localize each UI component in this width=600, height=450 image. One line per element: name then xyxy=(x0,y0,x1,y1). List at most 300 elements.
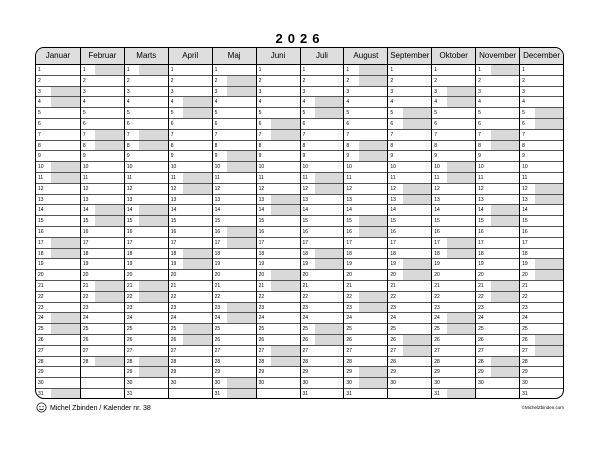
day-number: 26 xyxy=(478,336,484,343)
day-number: 21 xyxy=(82,282,89,289)
day-note-area xyxy=(447,151,475,161)
day-number: 1 xyxy=(302,67,306,73)
day-cell xyxy=(213,303,256,314)
day-cell xyxy=(432,227,475,238)
day-number: 2 xyxy=(434,77,438,84)
day-cell xyxy=(169,249,212,260)
day-number: 21 xyxy=(302,282,309,289)
day-note-area xyxy=(447,162,475,172)
day-cell xyxy=(81,292,124,303)
day-cell xyxy=(36,313,80,324)
day-cell xyxy=(520,130,563,141)
day-note-area xyxy=(139,324,167,334)
day-note-area xyxy=(315,335,343,345)
day-note-area xyxy=(227,389,255,399)
day-cell xyxy=(520,259,563,270)
day-note-area xyxy=(183,87,211,97)
day-note-area xyxy=(315,151,343,161)
day-number: 26 xyxy=(82,336,89,343)
day-cell xyxy=(169,238,212,249)
day-number: 18 xyxy=(82,250,89,257)
day-number: 14 xyxy=(522,207,528,214)
day-note-area xyxy=(359,357,387,367)
day-cell xyxy=(36,335,80,346)
day-note-area xyxy=(315,357,343,367)
day-cell xyxy=(213,357,256,368)
day-number: 2 xyxy=(346,77,350,84)
day-cell xyxy=(520,76,563,87)
day-cell xyxy=(388,205,431,216)
day-cell xyxy=(432,87,475,98)
day-note-area xyxy=(95,335,123,345)
day-cell xyxy=(520,97,563,108)
day-note-area xyxy=(315,195,343,205)
day-number: 9 xyxy=(390,153,394,160)
day-number: 30 xyxy=(302,380,309,387)
day-number: 8 xyxy=(258,142,262,149)
day-cell xyxy=(388,65,431,76)
day-cell xyxy=(476,87,519,98)
day-cell xyxy=(36,205,80,216)
day-note-area xyxy=(271,119,299,129)
day-cell xyxy=(520,141,563,152)
day-number: 30 xyxy=(478,380,484,387)
day-note-area xyxy=(447,87,475,97)
day-number: 3 xyxy=(390,88,394,95)
day-cell xyxy=(169,195,212,206)
day-cell xyxy=(476,357,519,368)
day-note-area xyxy=(491,227,519,237)
day-note-area xyxy=(51,270,80,280)
day-cell xyxy=(81,281,124,292)
day-number: 9 xyxy=(214,153,218,160)
day-cell xyxy=(213,184,256,195)
day-number: 2 xyxy=(522,77,525,84)
day-note-area xyxy=(315,281,343,291)
day-number: 10 xyxy=(478,164,484,171)
day-note-area xyxy=(535,173,563,183)
day-note-area xyxy=(95,238,123,248)
day-cell xyxy=(81,389,124,399)
day-cell xyxy=(301,173,344,184)
day-note-area xyxy=(315,249,343,259)
day-number: 2 xyxy=(214,77,218,84)
day-note-area xyxy=(183,335,211,345)
day-note-area xyxy=(491,357,519,367)
day-number: 18 xyxy=(346,250,352,257)
month-header: Januar xyxy=(36,48,80,65)
day-number xyxy=(81,378,96,388)
day-number: 22 xyxy=(38,293,44,300)
day-cell xyxy=(257,357,300,368)
day-cell xyxy=(520,216,563,227)
day-cell xyxy=(81,270,124,281)
day-cell xyxy=(81,108,124,119)
day-number: 20 xyxy=(390,272,396,279)
day-cell xyxy=(301,184,344,195)
day-cell xyxy=(388,216,431,227)
day-note-area xyxy=(51,357,80,367)
day-cell xyxy=(344,130,387,141)
day-cell xyxy=(125,346,168,357)
day-number: 25 xyxy=(302,326,309,333)
day-note-area xyxy=(51,162,80,172)
day-cell xyxy=(476,238,519,249)
day-cell xyxy=(476,281,519,292)
day-cell xyxy=(520,151,563,162)
day-number: 12 xyxy=(390,185,396,192)
day-note-area xyxy=(227,130,255,140)
day-number: 13 xyxy=(126,196,133,203)
day-cell xyxy=(388,119,431,130)
day-cell xyxy=(344,346,387,357)
day-cell xyxy=(520,162,563,173)
day-note-area xyxy=(139,281,167,291)
day-note-area xyxy=(315,130,343,140)
day-note-area xyxy=(535,76,563,86)
day-number xyxy=(169,389,184,399)
day-number: 5 xyxy=(346,110,350,117)
day-number: 16 xyxy=(434,228,440,235)
day-note-area xyxy=(535,216,563,226)
day-number: 3 xyxy=(170,88,174,95)
day-cell xyxy=(344,389,387,399)
day-note-area xyxy=(359,130,387,140)
day-number: 22 xyxy=(346,293,352,300)
day-number: 10 xyxy=(346,164,352,171)
day-cell xyxy=(213,378,256,389)
month-header: Maj xyxy=(213,48,256,65)
day-cell xyxy=(520,108,563,119)
day-cell xyxy=(432,367,475,378)
day-number: 28 xyxy=(258,358,265,365)
month-column xyxy=(36,48,80,399)
day-note-area xyxy=(491,335,519,345)
day-note-area xyxy=(183,292,211,302)
day-cell xyxy=(301,151,344,162)
day-note-area xyxy=(491,119,519,129)
day-note-area xyxy=(359,65,387,75)
day-cell xyxy=(36,119,80,130)
day-number: 23 xyxy=(302,304,309,311)
day-cell xyxy=(213,335,256,346)
day-cell xyxy=(81,173,124,184)
day-number: 24 xyxy=(170,315,177,322)
day-cell xyxy=(301,270,344,281)
day-cell xyxy=(81,238,124,249)
day-number: 29 xyxy=(478,369,484,376)
day-number: 20 xyxy=(214,272,221,279)
day-number: 19 xyxy=(302,261,309,268)
day-number: 4 xyxy=(478,99,481,106)
day-number: 10 xyxy=(126,164,133,171)
day-number: 22 xyxy=(302,293,309,300)
day-cell xyxy=(81,195,124,206)
day-number: 22 xyxy=(258,293,265,300)
day-number: 27 xyxy=(346,347,352,354)
day-number: 26 xyxy=(214,336,221,343)
day-number: 2 xyxy=(170,77,174,84)
day-cell xyxy=(432,184,475,195)
day-note-area xyxy=(535,389,563,399)
day-cell xyxy=(520,324,563,335)
day-note-area xyxy=(227,87,255,97)
day-cell xyxy=(81,324,124,335)
day-note-area xyxy=(447,76,475,86)
day-note-area xyxy=(227,205,255,215)
day-cell xyxy=(81,119,124,130)
day-number: 8 xyxy=(170,142,174,149)
day-note-area xyxy=(183,97,211,107)
day-note-area xyxy=(535,270,563,280)
day-note-area xyxy=(95,173,123,183)
day-cell xyxy=(476,303,519,314)
day-cell xyxy=(169,205,212,216)
day-cell xyxy=(169,227,212,238)
day-note-area xyxy=(183,130,211,140)
day-cell xyxy=(213,97,256,108)
day-note-area xyxy=(447,292,475,302)
day-note-area xyxy=(183,389,211,399)
day-note-area xyxy=(403,357,431,367)
day-number: 19 xyxy=(82,261,89,268)
day-number: 18 xyxy=(522,250,528,257)
day-cell xyxy=(520,378,563,389)
day-note-area xyxy=(359,324,387,334)
day-cell xyxy=(125,249,168,260)
day-number: 12 xyxy=(258,185,265,192)
day-number: 22 xyxy=(434,293,440,300)
day-note-area xyxy=(403,162,431,172)
day-note-area xyxy=(139,357,167,367)
day-note-area xyxy=(183,324,211,334)
day-note-area xyxy=(271,184,299,194)
day-cell xyxy=(36,173,80,184)
day-cell xyxy=(520,357,563,368)
day-note-area xyxy=(227,292,255,302)
day-note-area xyxy=(491,130,519,140)
month-column xyxy=(124,48,168,399)
day-note-area xyxy=(95,357,123,367)
day-cell xyxy=(388,357,431,368)
day-cell xyxy=(344,195,387,206)
day-cell xyxy=(213,367,256,378)
day-number: 10 xyxy=(302,164,309,171)
day-number: 15 xyxy=(170,218,177,225)
day-cell xyxy=(213,130,256,141)
day-cell xyxy=(388,249,431,260)
day-number: 21 xyxy=(434,282,440,289)
day-cell xyxy=(81,216,124,227)
day-number: 24 xyxy=(126,315,133,322)
day-note-area xyxy=(139,292,167,302)
day-number: 28 xyxy=(126,358,133,365)
day-note-area xyxy=(535,130,563,140)
day-note-area xyxy=(491,270,519,280)
day-cell xyxy=(213,281,256,292)
day-cell xyxy=(520,87,563,98)
day-number xyxy=(388,389,403,399)
day-note-area xyxy=(447,238,475,248)
day-number: 24 xyxy=(522,315,528,322)
day-cell xyxy=(125,259,168,270)
day-number: 15 xyxy=(82,218,89,225)
day-number: 5 xyxy=(126,110,130,117)
day-number: 17 xyxy=(522,239,528,246)
day-cell xyxy=(344,173,387,184)
day-note-area xyxy=(491,324,519,334)
day-number: 2 xyxy=(258,77,262,84)
day-cell xyxy=(125,281,168,292)
day-note-area xyxy=(447,195,475,205)
day-number: 27 xyxy=(38,347,44,354)
day-number: 10 xyxy=(522,164,528,171)
day-number: 7 xyxy=(434,131,438,138)
day-number: 9 xyxy=(38,153,41,160)
day-number: 13 xyxy=(214,196,221,203)
day-number: 27 xyxy=(126,347,133,354)
day-note-area xyxy=(403,119,431,129)
day-number: 25 xyxy=(434,326,440,333)
day-cell xyxy=(520,65,563,76)
day-note-area xyxy=(271,65,299,75)
day-cell xyxy=(388,151,431,162)
day-cell xyxy=(301,119,344,130)
day-number: 25 xyxy=(346,326,352,333)
day-cell xyxy=(344,367,387,378)
day-cell xyxy=(213,119,256,130)
day-cell xyxy=(257,216,300,227)
day-note-area xyxy=(447,227,475,237)
day-number: 20 xyxy=(478,272,484,279)
day-note-area xyxy=(535,141,563,151)
day-cell xyxy=(520,195,563,206)
day-cell xyxy=(81,335,124,346)
day-number: 8 xyxy=(434,142,438,149)
day-number: 16 xyxy=(258,228,265,235)
day-number: 14 xyxy=(434,207,440,214)
day-note-area xyxy=(491,292,519,302)
day-cell xyxy=(169,130,212,141)
day-note-area xyxy=(535,346,563,356)
month-header: Marts xyxy=(125,48,168,65)
day-number: 19 xyxy=(478,261,484,268)
day-cell xyxy=(36,65,80,76)
day-number: 11 xyxy=(214,174,220,181)
month-column xyxy=(80,48,124,399)
day-cell xyxy=(257,303,300,314)
day-note-area xyxy=(95,87,123,97)
day-cell xyxy=(169,87,212,98)
day-cell xyxy=(169,259,212,270)
day-number: 29 xyxy=(38,369,44,376)
day-note-area xyxy=(535,184,563,194)
footer-brand-text: Michel Zbinden / Kalender nr. 38 xyxy=(50,405,151,412)
day-number: 28 xyxy=(478,358,484,365)
day-number: 17 xyxy=(478,239,484,246)
day-cell xyxy=(476,227,519,238)
day-note-area xyxy=(51,292,80,302)
day-number: 7 xyxy=(126,131,130,138)
day-cell xyxy=(301,346,344,357)
day-number: 26 xyxy=(38,336,44,343)
day-note-area xyxy=(447,335,475,345)
day-cell xyxy=(432,324,475,335)
day-note-area xyxy=(271,130,299,140)
day-number: 11 xyxy=(170,174,176,181)
day-cell xyxy=(388,195,431,206)
day-number: 16 xyxy=(170,228,177,235)
day-note-area xyxy=(535,281,563,291)
day-number: 26 xyxy=(258,336,265,343)
day-number: 24 xyxy=(478,315,484,322)
day-note-area xyxy=(139,184,167,194)
day-note-area xyxy=(315,141,343,151)
day-number: 7 xyxy=(522,131,525,138)
day-note-area xyxy=(315,378,343,388)
day-cell xyxy=(36,378,80,389)
day-note-area xyxy=(447,324,475,334)
day-number: 11 xyxy=(390,174,396,181)
day-number: 19 xyxy=(522,261,528,268)
day-note-area xyxy=(227,184,255,194)
day-note-area xyxy=(447,184,475,194)
day-number: 7 xyxy=(346,131,350,138)
day-number: 20 xyxy=(434,272,440,279)
month-column xyxy=(168,48,212,399)
day-note-area xyxy=(403,76,431,86)
day-number: 1 xyxy=(38,67,41,73)
day-cell xyxy=(344,313,387,324)
day-number: 21 xyxy=(126,282,133,289)
day-number: 24 xyxy=(82,315,89,322)
day-cell xyxy=(169,270,212,281)
day-note-area xyxy=(183,216,211,226)
day-number: 3 xyxy=(478,88,481,95)
day-note-area xyxy=(139,76,167,86)
day-note-area xyxy=(139,346,167,356)
day-number: 28 xyxy=(302,358,309,365)
day-cell xyxy=(81,184,124,195)
day-number: 5 xyxy=(522,110,525,117)
day-cell xyxy=(476,195,519,206)
day-number: 12 xyxy=(478,185,484,192)
day-number: 17 xyxy=(258,239,265,246)
day-note-area xyxy=(227,162,255,172)
day-note-area xyxy=(271,346,299,356)
day-note-area xyxy=(403,65,431,75)
day-number: 12 xyxy=(170,185,177,192)
day-cell xyxy=(520,249,563,260)
day-number: 14 xyxy=(478,207,484,214)
day-cell xyxy=(301,195,344,206)
day-number: 2 xyxy=(38,77,41,84)
day-number: 27 xyxy=(522,347,528,354)
day-note-area xyxy=(315,173,343,183)
day-number: 23 xyxy=(170,304,177,311)
day-note-area xyxy=(491,281,519,291)
day-number: 27 xyxy=(434,347,440,354)
day-note-area xyxy=(95,162,123,172)
day-note-area xyxy=(139,367,167,377)
day-number: 22 xyxy=(126,293,133,300)
day-note-area xyxy=(271,227,299,237)
day-cell xyxy=(476,173,519,184)
day-note-area xyxy=(535,151,563,161)
day-cell xyxy=(169,184,212,195)
day-number: 11 xyxy=(38,174,44,181)
day-cell xyxy=(36,238,80,249)
